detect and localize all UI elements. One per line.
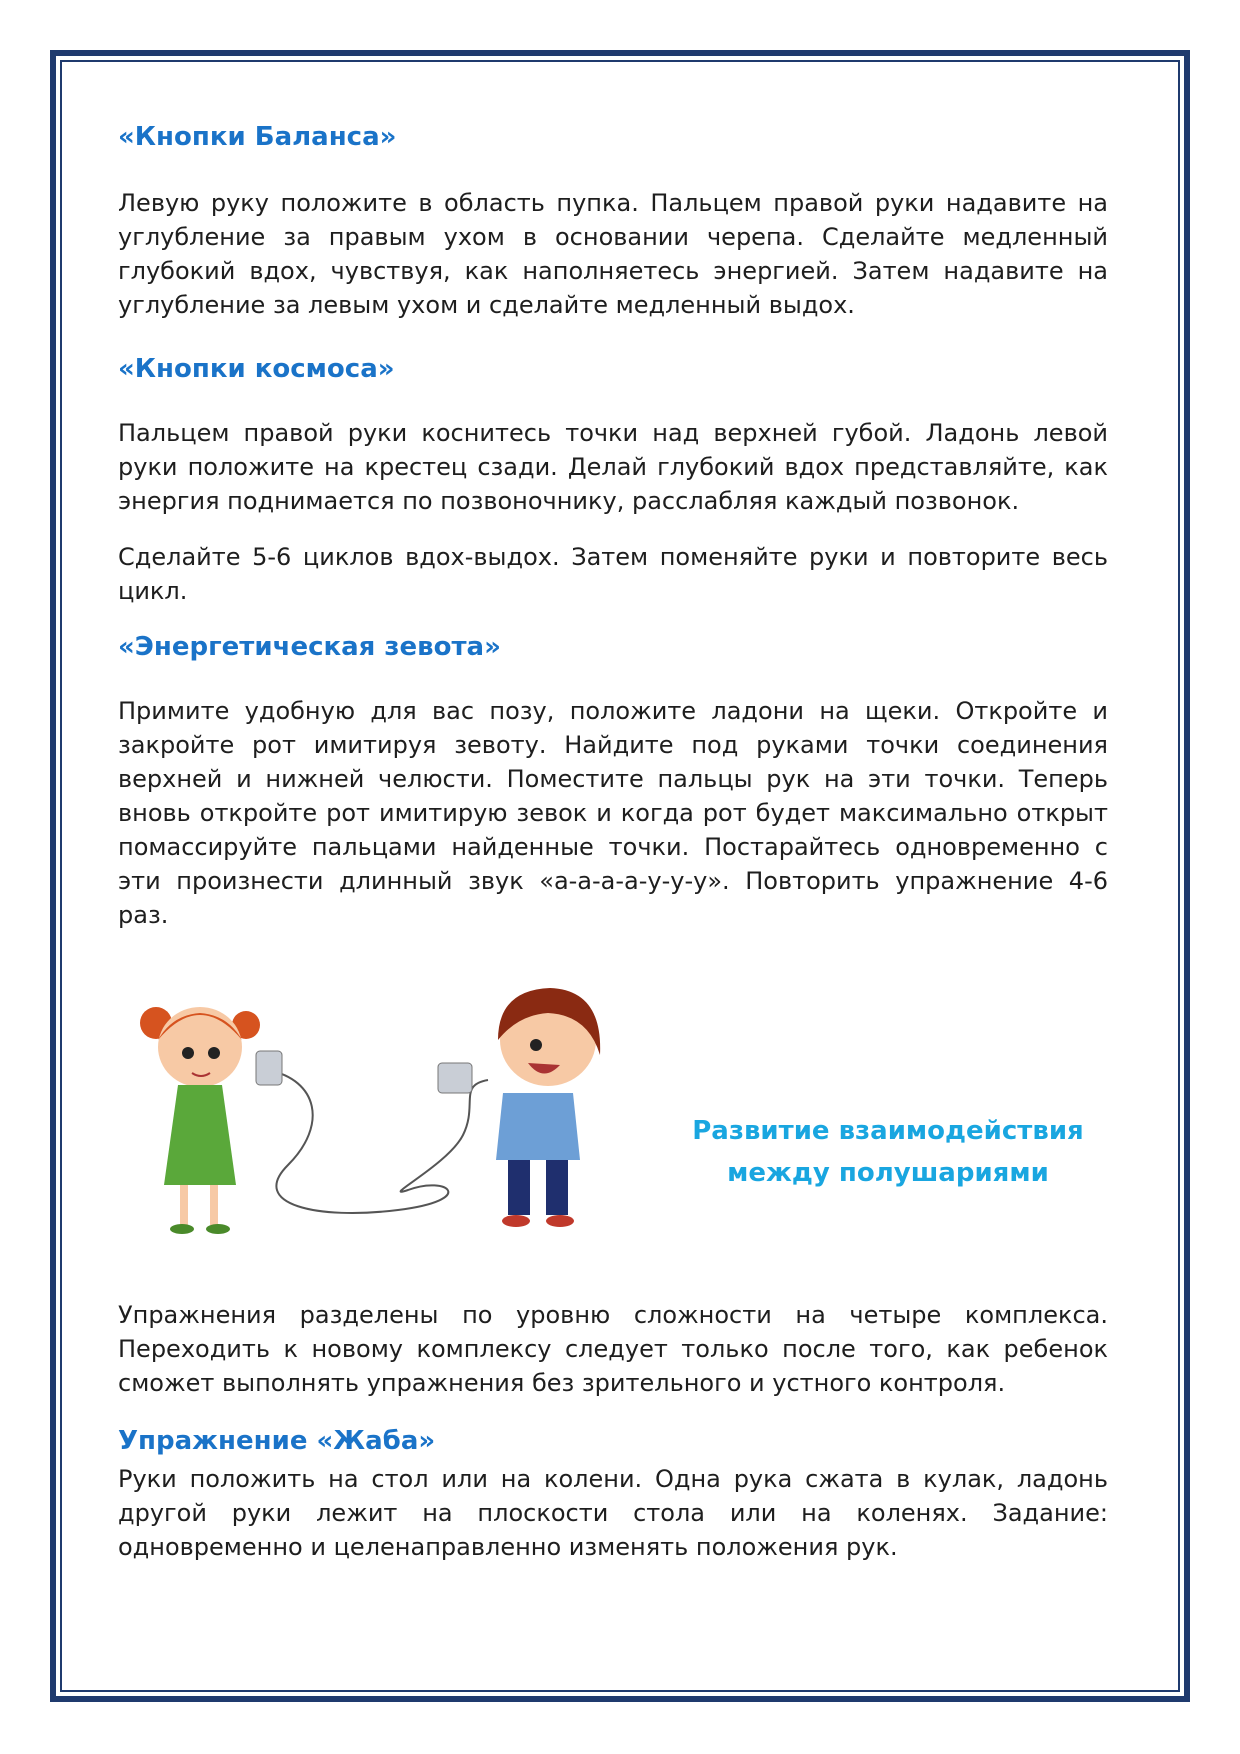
heading-balance-buttons: «Кнопки Баланса» <box>118 122 397 152</box>
page-content-bottom <box>118 1298 1108 1564</box>
paragraph-balance-buttons: Левую руку положите в область пупка. Пальцем правой руки надавите на углубление за правым ухом в основании черепа. Сделайте медленный глубокий вдох, чувствуя, как наполняетесь энергией. Затем надавите на углубление за левым ухом и сделайте медленный выдох. <box>118 189 1108 319</box>
paragraph-space-buttons: Пальцем правой руки коснитесь точки над верхней губой. Ладонь левой руки положите на крестец сзади. Делай глубокий вдох представляйте, как энергия поднимается по позвоночнику, расслабляя каждый позвонок. <box>118 419 1108 515</box>
paragraph-toad-exercise: Руки положить на стол или на колени. Одна рука сжата в кулак, ладонь другой руки лежит на плоскости стола или на коленях. Задание: одновременно и целенаправленно изменять положения рук. <box>118 1465 1108 1561</box>
girl-figure <box>140 1007 282 1234</box>
paragraph-complexes: Упражнения разделены по уровню сложности на четыре комплекса. Переходить к новому комплексу следует только после того, как ребенок сможет выполнять упражнения без зрительного и устного контроля. <box>118 1301 1108 1397</box>
paragraph-space-cycles: Сделайте 5-6 циклов вдох-выдох. Затем поменяйте руки и повторите весь цикл. <box>118 543 1108 605</box>
heading-space-buttons: «Кнопки космоса» <box>118 354 395 384</box>
boy-figure <box>438 988 600 1227</box>
heading-energy-yawn: «Энергетическая зевота» <box>118 632 501 662</box>
page-content <box>118 110 1108 932</box>
heading-toad-exercise: Упражнение «Жаба» <box>118 1426 436 1456</box>
paragraph-energy-yawn: Примите удобную для вас позу, положите ладони на щеки. Откройте и закройте рот имитируя зевоту. Найдите под руками точки соединения верхней и нижней челюсти. Поместите пальцы рук на эти точки. Теперь вновь откройте рот имитирую зевок и когда рот будет максимально открыт помассируйте пальцами найденные точки. Постарайтесь одновременно с эти произнести длинный звук «а-а-а-а-у-у-у». Повторить упражнение 4-6 раз. <box>118 697 1108 929</box>
children-can-phone-illustration <box>118 985 638 1245</box>
interaction-caption: Развитие взаимодействия между полушариями <box>692 1116 1084 1188</box>
